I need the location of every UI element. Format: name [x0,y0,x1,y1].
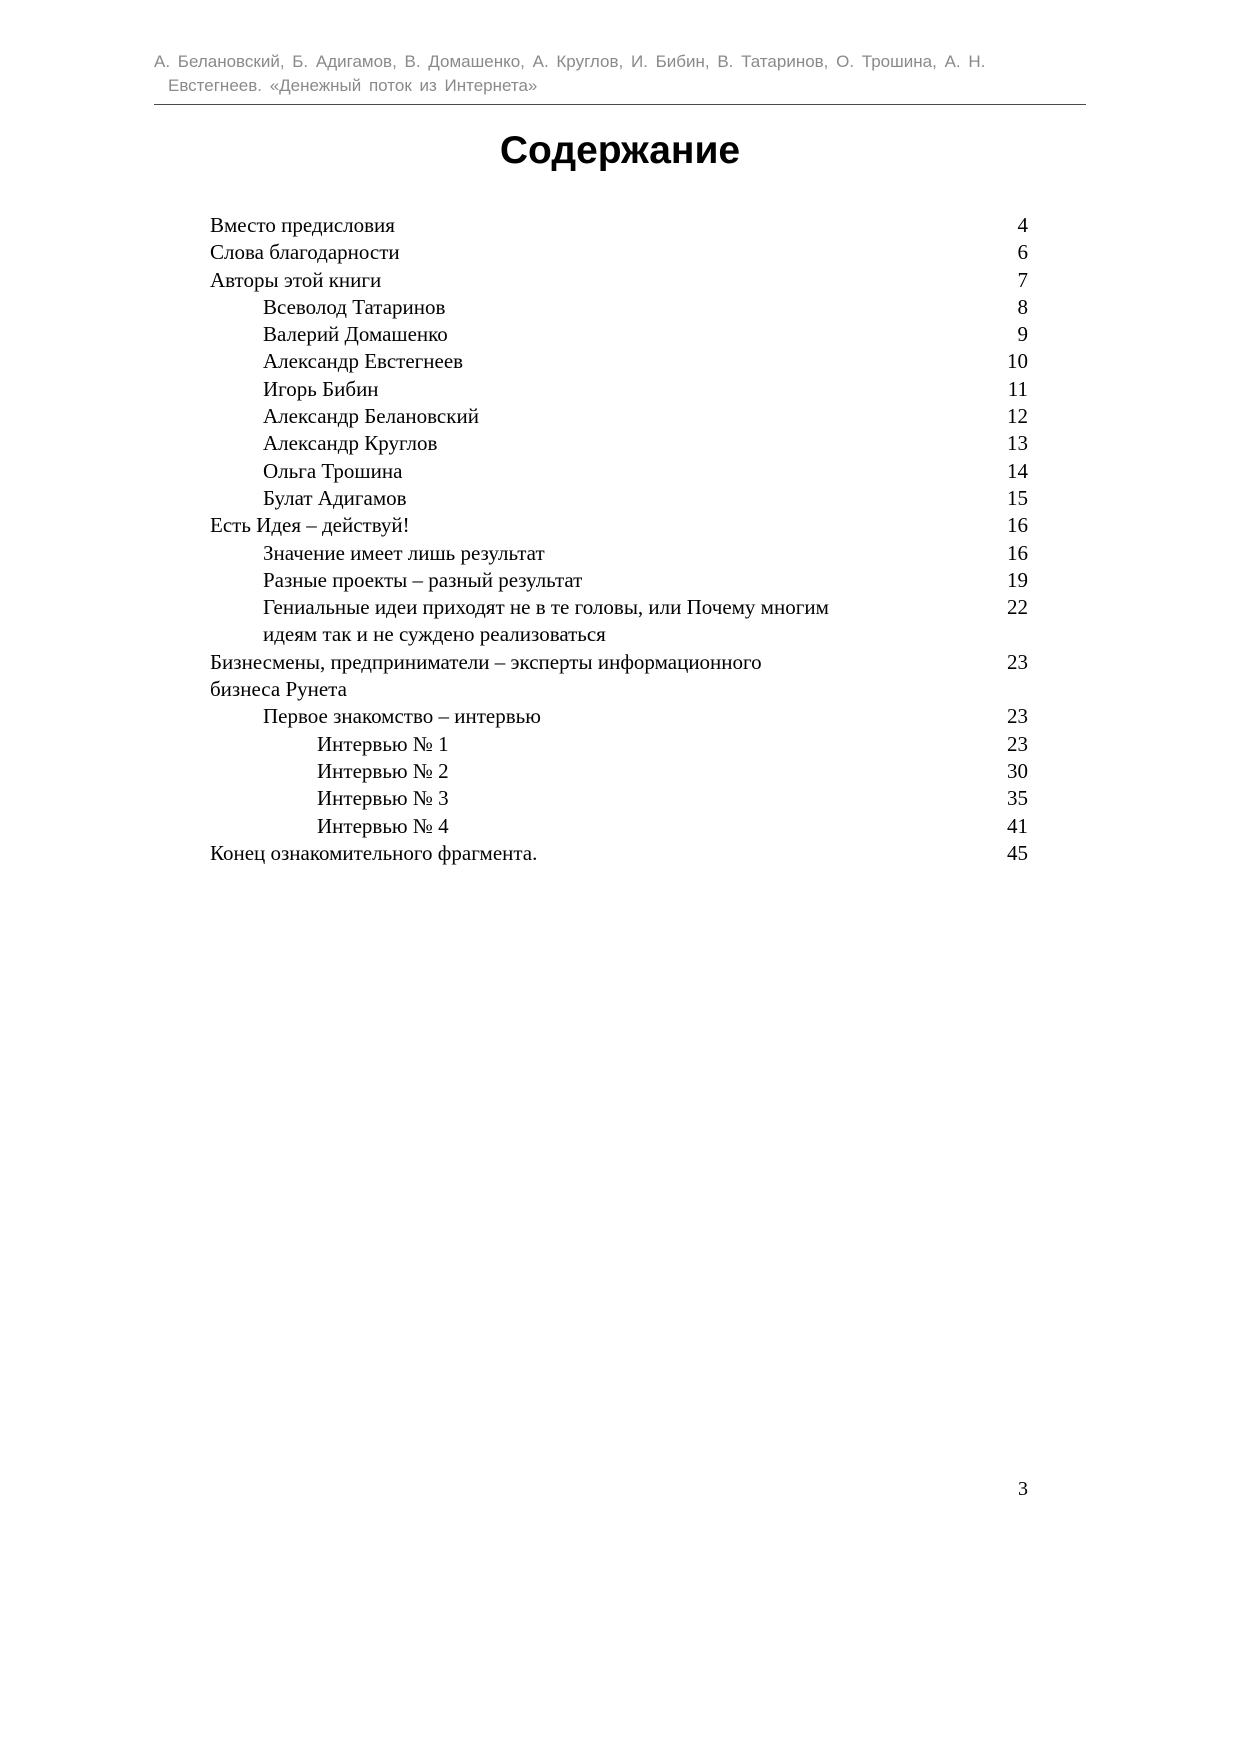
toc-entry [210,348,1028,375]
toc-entry-label: Интервью № 1 [317,731,449,756]
toc-entry [210,403,1028,430]
toc-entry [210,430,1028,457]
toc-entry-label: Александр Белановский [263,404,479,429]
toc-entry [210,594,1028,649]
toc-entry-label: Конец ознакомительного фрагмента. [210,840,538,865]
book-citation [154,50,1086,98]
footer-page-number: 3 [1018,1478,1028,1500]
toc-entry-page: 23 [1007,649,1028,674]
toc-entry-label: Вместо предисловия [210,213,395,237]
toc-entry-label: Интервью № 2 [317,758,449,783]
toc-entry-label: Гениальные идеи приходят не в те головы, или Почему многим идеям так и не суждено реализоваться [263,595,829,647]
toc-entry [210,813,1028,840]
toc-entry-page: 15 [1007,485,1028,510]
toc-entry-label: Булат Адигамов [263,485,407,510]
toc-entry-label: Первое знакомство – интервью [263,704,541,729]
toc-entry-page: 23 [1007,731,1028,756]
toc-entry-label: Ольга Трошина [263,458,403,483]
toc-entry [210,649,1028,704]
toc-entry-page: 30 [1007,758,1028,783]
toc-entry-label: Интервью № 4 [317,813,449,838]
toc-entry [210,840,1028,867]
toc-entry-label: Слова благодарности [210,240,400,265]
toc-entry-page: 12 [1007,404,1028,429]
toc-entry-label: Значение имеет лишь результат [263,540,545,565]
toc-entry [210,376,1028,403]
toc-entry [210,485,1028,512]
toc-entry-page: 4 [1017,213,1028,237]
toc-entry [210,212,1028,239]
toc-entry-page: 23 [1007,704,1028,729]
toc-entry-label: Всеволод Татаринов [263,294,446,319]
toc-entry [210,703,1028,730]
header-divider [154,104,1086,105]
toc-entry-page: 13 [1007,431,1028,456]
toc-entry [210,758,1028,785]
page-title: Содержание [499,129,741,172]
toc-entry-label: Авторы этой книги [210,267,382,292]
document-header [154,50,1086,105]
toc-entry-label: Интервью № 3 [317,786,449,811]
toc-entry [210,267,1028,294]
toc-entry-page: 45 [1007,840,1028,865]
toc-entry-page: 9 [1017,322,1028,347]
toc-entry-page: 14 [1007,458,1028,483]
toc-entry [210,731,1028,758]
header-line1: А. Белановский, Б. Адигамов, В. Домашенко, А. Круглов, И. Бибин, В. Татаринов, О. Трошина, А. Н. [154,52,986,71]
toc-entry-label: Валерий Домашенко [263,322,448,347]
toc-entry-label: Александр Круглов [263,431,438,456]
toc-entry [210,567,1028,594]
toc-entry-label: Разные проекты – разный результат [263,567,583,592]
toc-entry-page: 16 [1007,540,1028,565]
toc-entry-page: 8 [1017,294,1028,319]
toc-entry-page: 35 [1007,786,1028,811]
toc-entry-label: Игорь Бибин [263,376,379,401]
toc-entry-page: 19 [1007,567,1028,592]
toc-entry [210,458,1028,485]
toc-entry-label: Александр Евстегнеев [263,349,464,374]
toc-entry [210,239,1028,266]
toc-entry-page: 11 [1007,376,1028,401]
toc-entry [210,540,1028,567]
toc-entry [210,785,1028,812]
toc-entry-page: 7 [1017,267,1028,292]
toc-entry [210,512,1028,539]
toc-entry-page: 16 [1007,513,1028,538]
toc-entry-label: Бизнесмены, предприниматели – эксперты информационного бизнеса Рунета [210,649,762,702]
toc-entry [210,321,1028,348]
toc-entry-page: 6 [1017,240,1028,265]
toc-entry-label: Есть Идея – действуй! [210,513,410,538]
toc-list [210,212,1028,867]
header-line2: Евстегнеев. «Денежный поток из Интернета» [168,76,538,95]
toc-entry-page: 10 [1007,349,1028,374]
toc-entry [210,294,1028,321]
toc-entry-page: 41 [1007,813,1028,838]
toc-entry-page: 22 [1007,595,1028,620]
